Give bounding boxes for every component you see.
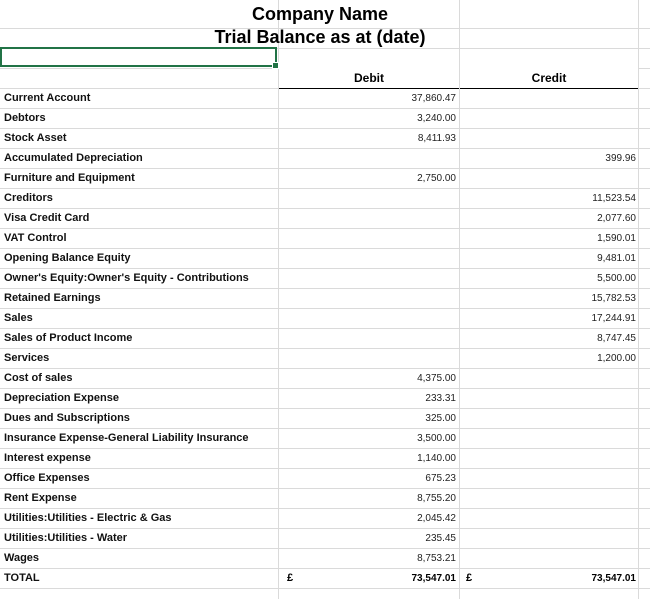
account-name: Accumulated Depreciation: [4, 152, 143, 164]
total-debit: 73,547.01: [411, 573, 456, 584]
credit-amount: 399.96: [605, 153, 636, 164]
account-name: Stock Asset: [4, 132, 67, 144]
debit-amount: 325.00: [425, 413, 456, 424]
table-row[interactable]: [0, 169, 640, 188]
account-name: Office Expenses: [4, 472, 90, 484]
account-name: Services: [4, 352, 50, 364]
selected-cell[interactable]: [0, 47, 277, 67]
account-name: Sales of Product Income: [4, 332, 133, 344]
credit-column-header: Credit: [460, 68, 638, 89]
table-row[interactable]: [0, 489, 640, 508]
credit-amount: 1,200.00: [597, 353, 636, 364]
table-row[interactable]: [0, 189, 640, 208]
credit-amount: 17,244.91: [591, 313, 636, 324]
debit-amount: 8,753.21: [417, 553, 456, 564]
table-row[interactable]: [0, 369, 640, 388]
table-row[interactable]: [0, 429, 640, 448]
credit-amount: 1,590.01: [597, 233, 636, 244]
debit-amount: 3,240.00: [417, 113, 456, 124]
table-row[interactable]: [0, 289, 640, 308]
table-row[interactable]: [0, 129, 640, 148]
table-row[interactable]: [0, 309, 640, 328]
account-name: Retained Earnings: [4, 292, 101, 304]
table-row[interactable]: [0, 449, 640, 468]
account-name: Cost of sales: [4, 372, 73, 384]
table-row[interactable]: [0, 469, 640, 488]
account-name: Utilities:Utilities - Electric & Gas: [4, 512, 172, 524]
credit-amount: 11,523.54: [592, 193, 636, 204]
debit-amount: 8,755.20: [417, 493, 456, 504]
account-name: Current Account: [4, 92, 91, 104]
credit-amount: 15,782.53: [591, 293, 636, 304]
debit-amount: 2,045.42: [417, 513, 456, 524]
debit-amount: 1,140.00: [417, 453, 456, 464]
account-name: Owner's Equity:Owner's Equity - Contributions: [4, 272, 249, 284]
account-name: Interest expense: [4, 452, 91, 464]
debit-column-header: Debit: [279, 68, 459, 89]
account-name: VAT Control: [4, 232, 67, 244]
account-name: Insurance Expense-General Liability Insurance: [4, 432, 249, 444]
account-name: Wages: [4, 552, 40, 564]
account-name: Depreciation Expense: [4, 392, 119, 404]
credit-amount: 9,481.01: [597, 253, 636, 264]
debit-amount: 8,411.93: [417, 133, 456, 144]
account-name: Visa Credit Card: [4, 212, 90, 224]
debit-amount: 675.23: [425, 473, 456, 484]
credit-amount: 5,500.00: [597, 273, 636, 284]
account-name: Furniture and Equipment: [4, 172, 135, 184]
fill-handle[interactable]: [272, 62, 279, 69]
debit-amount: 4,375.00: [417, 373, 456, 384]
report-title: Trial Balance as at (date): [214, 27, 426, 47]
table-row[interactable]: [0, 529, 640, 548]
table-row[interactable]: [0, 329, 640, 348]
debit-amount: 235.45: [425, 533, 456, 544]
account-name: Sales: [4, 312, 33, 324]
company-name: Company Name: [251, 4, 389, 24]
credit-amount: 8,747.45: [597, 333, 636, 344]
table-row[interactable]: [0, 149, 640, 168]
account-name: Utilities:Utilities - Water: [4, 532, 128, 544]
debit-currency-symbol: £: [287, 572, 294, 584]
account-name: Dues and Subscriptions: [4, 412, 130, 424]
account-name: Rent Expense: [4, 492, 77, 504]
credit-currency-symbol: £: [466, 572, 473, 584]
table-row[interactable]: [0, 409, 640, 428]
table-row[interactable]: [0, 269, 640, 288]
table-row[interactable]: [0, 249, 640, 268]
account-name: Creditors: [4, 192, 53, 204]
table-row[interactable]: [0, 229, 640, 248]
table-row[interactable]: [0, 389, 640, 408]
total-credit: 73,547.01: [591, 573, 636, 584]
debit-amount: 37,860.47: [411, 93, 456, 104]
account-name: Debtors: [4, 112, 46, 124]
table-row[interactable]: [0, 209, 640, 228]
table-row[interactable]: [0, 349, 640, 368]
table-row[interactable]: [0, 509, 640, 528]
debit-amount: 233.31: [425, 393, 456, 404]
debit-amount: 2,750.00: [417, 173, 456, 184]
debit-amount: 3,500.00: [417, 433, 456, 444]
table-row[interactable]: [0, 89, 640, 108]
credit-amount: 2,077.60: [597, 213, 636, 224]
table-row[interactable]: [0, 549, 640, 568]
total-row[interactable]: [0, 569, 640, 588]
account-name: Opening Balance Equity: [4, 252, 131, 264]
table-row[interactable]: [0, 109, 640, 128]
total-label: TOTAL: [4, 572, 40, 584]
